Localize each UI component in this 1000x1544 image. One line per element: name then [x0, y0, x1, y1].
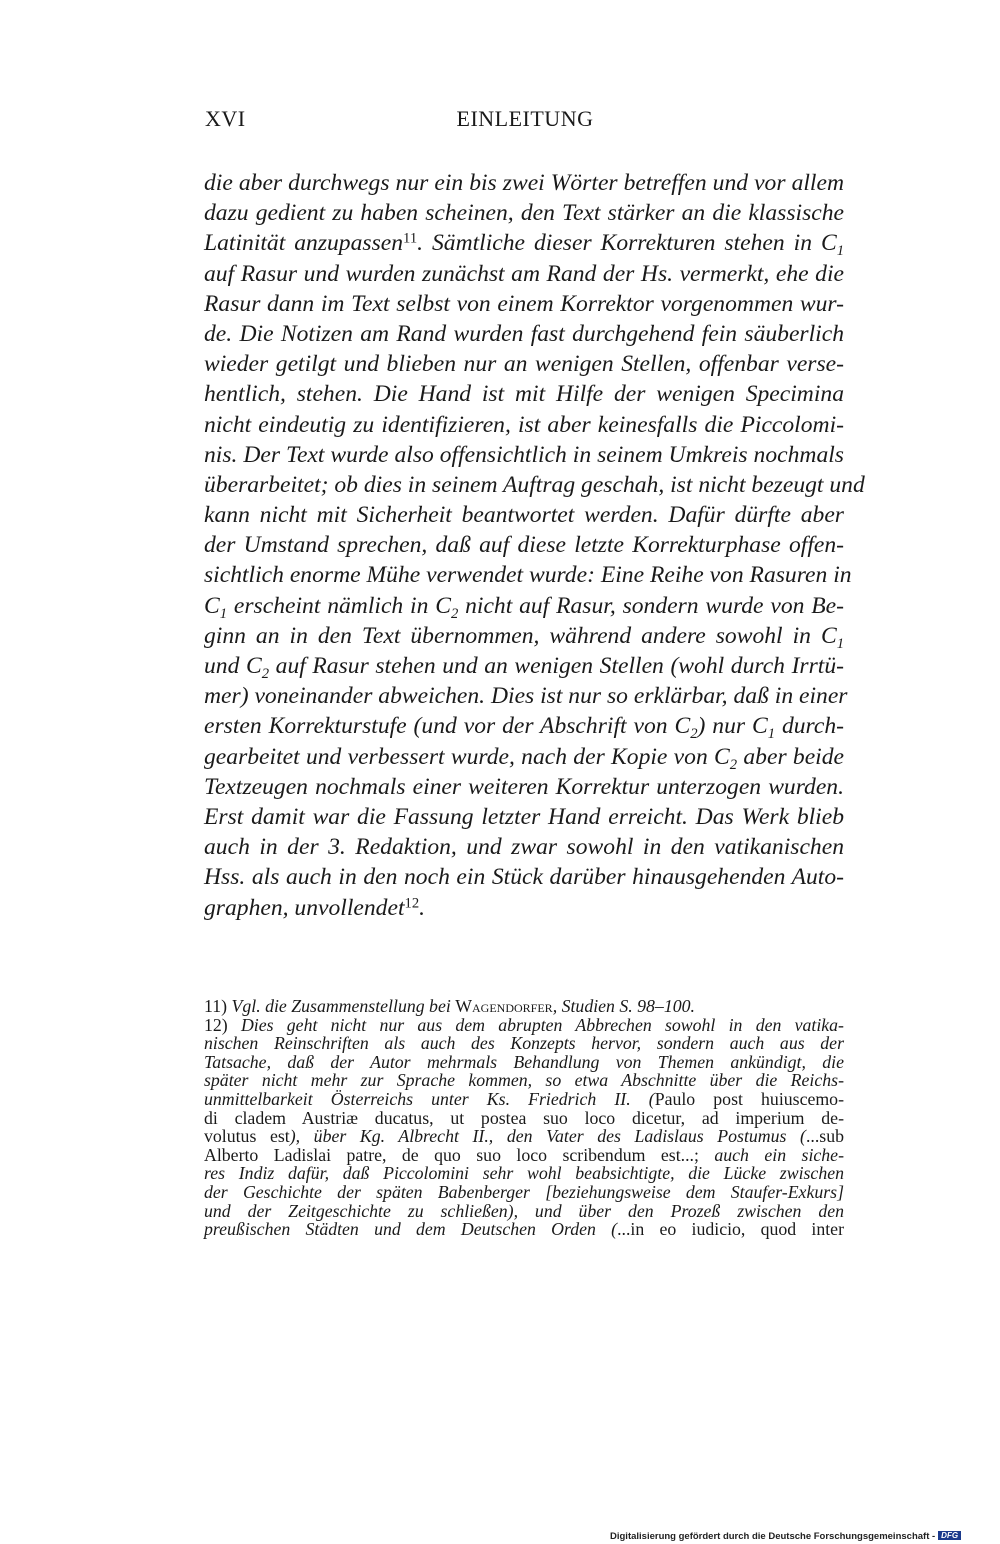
body-line — [204, 319, 844, 349]
italic-run: unmittelbarkeit Österreichs unter Ks. Friedrich II. ( — [204, 1088, 655, 1109]
body-line — [204, 651, 844, 681]
roman-run: ...sub — [805, 1126, 845, 1147]
text-run: dazu gedient zu haben scheinen, den Text stärker an die klassische — [204, 200, 844, 227]
italic-run: , Studien S. 98–100. — [552, 996, 695, 1016]
body-line — [204, 893, 844, 923]
text-run: überarbeitet; ob dies in seinem Auftrag geschah, ist nicht bezeugt und — [204, 471, 865, 498]
page-number: XVI — [205, 106, 246, 131]
body-line — [204, 289, 844, 319]
body-line — [204, 500, 844, 530]
body-line — [204, 530, 844, 560]
text-run: aber beide — [737, 743, 845, 770]
dfg-credit-text: Digitalisierung gefördert durch die Deutsche Forschungsgemeinschaft - — [610, 1531, 936, 1542]
italic-run: der Geschichte der späten Babenberger [beziehungsweise dem Staufer-Exkurs] — [204, 1181, 844, 1202]
italic-run: Vgl. die Zusammenstellung bei — [231, 996, 456, 1016]
dfg-logo: DFG — [938, 1531, 961, 1540]
text-run: gearbeitet und verbessert wurde, nach der Kopie von C — [204, 743, 730, 770]
author-name: Wagendorfer — [455, 996, 553, 1016]
text-run: Rasur dann im Text selbst von einem Korrektor vorgenommen wur- — [204, 290, 844, 317]
italic-run: res Indiz dafür, daß Piccolomini sehr wohl beabsichtigte, die Lücke zwischen — [204, 1163, 844, 1184]
subscript: 1 — [219, 605, 228, 622]
italic-run: später nicht mehr zur Sprache kommen, so etwa Abschnitte über die Reichs- — [204, 1070, 844, 1091]
text-run: graphen, unvollendet — [204, 894, 405, 921]
body-line — [204, 772, 844, 802]
text-run: C — [204, 592, 220, 619]
italic-run: Dies geht nicht nur aus dem abrupten Abbrechen sowohl in den vatika- — [240, 1014, 844, 1035]
italic-run: nischen Reinschriften als auch des Konzepts hervor, sondern auch aus der — [204, 1033, 844, 1054]
text-run: nis. Der Text wurde also offensichtlich in seinem Umkreis nochmals — [204, 441, 844, 468]
subscript: 2 — [261, 666, 270, 683]
body-line — [204, 711, 844, 741]
text-run: auf Rasur und wurden zunächst am Rand der Hs. vermerkt, ehe die — [204, 260, 844, 287]
text-run: und C — [204, 653, 262, 679]
roman-run: di cladem Austriæ ducatus, ut postea suo loco dicetur, ad imperium de- — [204, 1107, 844, 1128]
text-run: der Umstand sprechen, daß auf diese letzte Korrekturphase offen- — [204, 532, 844, 559]
footnote-line — [204, 1016, 844, 1035]
text-run: auch in der 3. Redaktion, und zwar sowohl in den vatikanischen — [204, 834, 844, 861]
subscript: 1 — [767, 726, 776, 743]
text-run: de. Die Notizen am Rand wurden fast durchgehend fein säuberlich — [204, 320, 844, 347]
italic-run: preußischen Städten und dem Deutschen Orden ( — [204, 1219, 618, 1240]
body-line — [204, 410, 844, 440]
text-run: sichtlich enorme Mühe verwendet wurde: Eine Reihe von Rasuren in — [204, 562, 852, 589]
subscript: 2 — [450, 605, 459, 622]
subscript: 2 — [729, 756, 738, 773]
footnote-line — [204, 1146, 844, 1165]
body-line — [204, 259, 844, 289]
body-line — [204, 862, 844, 892]
footnote-line — [204, 1090, 844, 1109]
footnote-line — [204, 997, 844, 1016]
text-run: Latinität anzupassen — [204, 230, 404, 257]
italic-run: auch ein siche- — [714, 1144, 844, 1165]
body-line — [204, 742, 844, 772]
body-line — [204, 681, 848, 711]
body-line — [204, 168, 844, 198]
footnote-line — [204, 1053, 844, 1072]
footnote-line — [204, 1034, 844, 1053]
text-run: . Sämtliche dieser Korrekturen stehen in C — [417, 230, 837, 257]
text-run: ersten Korrekturstufe (und vor der Abschrift von C — [204, 713, 691, 740]
main-text — [204, 168, 865, 923]
text-run: durch- — [775, 713, 844, 740]
body-line — [204, 591, 844, 621]
body-line — [204, 560, 852, 590]
text-run: Erst damit war die Fassung letzter Hand erreicht. Das Werk blieb — [204, 803, 844, 830]
text-run: hentlich, stehen. Die Hand ist mit Hilfe der wenigen Specimina — [204, 381, 844, 408]
footnote-line — [204, 1127, 844, 1146]
footnote-line — [204, 1183, 844, 1202]
footnote-line — [204, 1220, 844, 1239]
body-line — [204, 470, 865, 500]
italic-run: und der Zeitgeschichte zu schließen), und über den Prozeß zwischen den — [204, 1200, 844, 1221]
body-line — [204, 228, 844, 258]
roman-run: Paulo post huiuscemo- — [654, 1088, 844, 1109]
text-run: wieder getilgt und blieben nur an wenigen Stellen, offenbar verse- — [204, 351, 844, 378]
text-run: ) nur C — [697, 713, 768, 740]
text-run: erscheint nämlich in C — [227, 592, 451, 619]
running-head: EINLEITUNG — [456, 106, 594, 131]
italic-run: ), über Kg. Albrecht II., den Vater des Ladislaus Postumus ( — [289, 1126, 806, 1147]
dfg-credit — [610, 1531, 990, 1543]
italic-run: Tatsache, daß der Autor mehrmals Behandlung von Themen ankündigt, die — [204, 1051, 844, 1072]
footnote-line — [204, 1164, 844, 1183]
footnote-line — [204, 1202, 844, 1221]
roman-run: volutus est — [204, 1126, 290, 1147]
footnote-line — [204, 1071, 844, 1090]
text-run: nicht eindeutig zu identifizieren, ist aber keinesfalls die Piccolomi- — [204, 411, 844, 438]
text-run: . — [419, 894, 426, 921]
body-line — [204, 621, 844, 651]
text-run: kann nicht mit Sicherheit beantwortet werden. Dafür dürfte aber — [204, 502, 844, 529]
footnote-line — [204, 1109, 844, 1128]
text-run: nicht auf Rasur, sondern wurde von Be- — [458, 592, 844, 619]
text-run: Hss. als auch in den noch ein Stück darüber hinausgehenden Auto- — [204, 864, 844, 891]
body-line — [204, 379, 844, 409]
body-line — [204, 832, 844, 862]
subscript: 2 — [690, 726, 698, 743]
body-line — [204, 198, 844, 228]
text-run: ginn an in den Text übernommen, während andere sowohl in C — [204, 622, 837, 649]
text-run: die aber durchwegs nur ein bis zwei Wörter betreffen und vor allem — [204, 170, 844, 196]
body-line — [204, 349, 844, 379]
footnote-ref: 12 — [404, 895, 420, 912]
text-run: mer) voneinander abweichen. Dies ist nur so erklärbar, daß in einer — [204, 683, 848, 710]
body-line — [204, 802, 844, 832]
body-line — [204, 440, 844, 470]
roman-run: Alberto Ladislai patre, de quo suo loco scribendum est...; — [204, 1144, 715, 1165]
subscript: 1 — [836, 243, 844, 260]
subscript: 1 — [836, 635, 844, 652]
roman-run: ...in eo iudicio, quod inter — [617, 1219, 844, 1240]
footnotes — [204, 997, 844, 1239]
roman-run: 12) — [204, 1014, 241, 1035]
roman-run: 11) — [204, 996, 232, 1016]
text-run: Textzeugen nochmals einer weiteren Korrektur unterzogen wurden. — [204, 773, 844, 800]
footnote-ref: 11 — [403, 231, 418, 248]
text-run: auf Rasur stehen und an wenigen Stellen (wohl durch Irrtü- — [269, 653, 844, 679]
page-header — [205, 106, 845, 140]
